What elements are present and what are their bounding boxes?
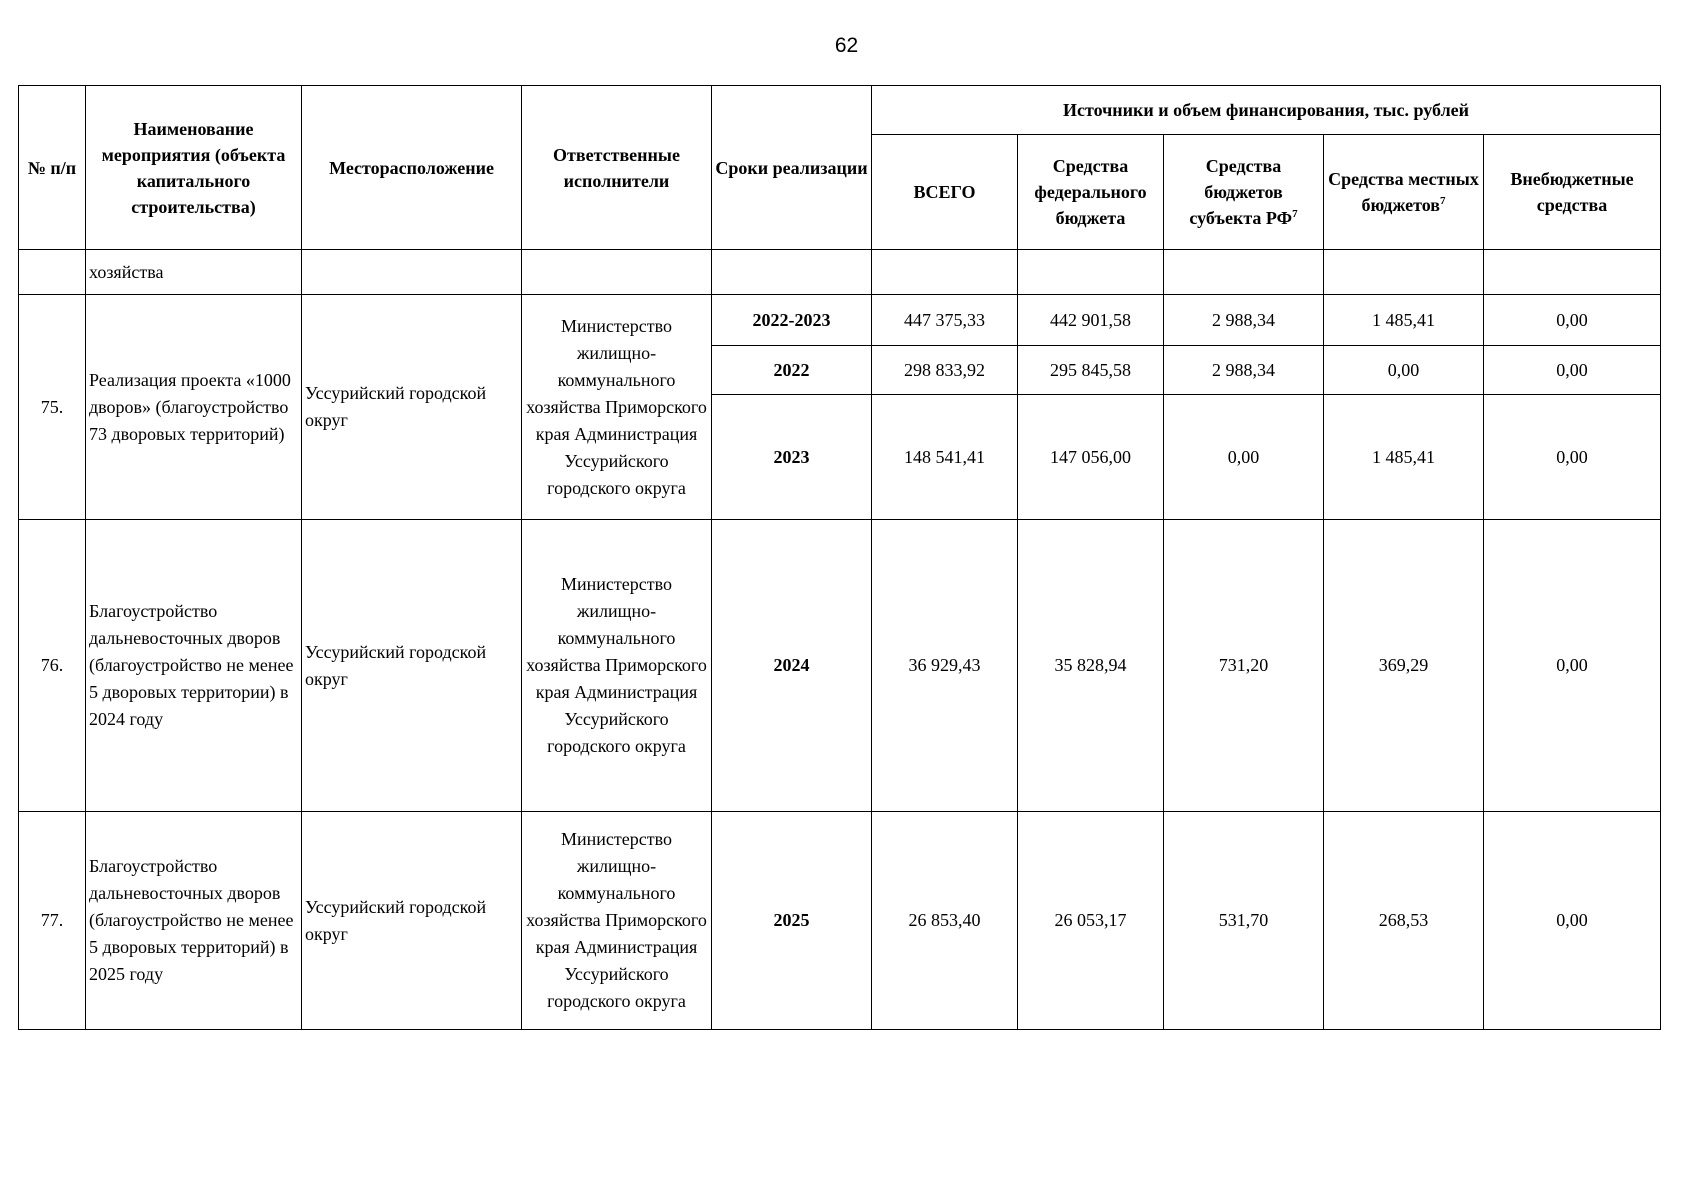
- header-executors: Ответственные исполнители: [522, 86, 712, 250]
- cell-extra: 0,00: [1484, 295, 1661, 346]
- cell-empty: [522, 250, 712, 295]
- header-num: № п/п: [19, 86, 86, 250]
- cell-total: 26 853,40: [872, 812, 1018, 1030]
- cell-total: 148 541,41: [872, 395, 1018, 520]
- header-financing: Источники и объем финансирования, тыс. рублей: [872, 86, 1661, 135]
- cell-regional: 731,20: [1164, 520, 1324, 812]
- cell-empty: [1164, 250, 1324, 295]
- cell-extra: 0,00: [1484, 520, 1661, 812]
- cell-total: 447 375,33: [872, 295, 1018, 346]
- cell-local: 1 485,41: [1324, 395, 1484, 520]
- header-local-label: Средства местных бюджетов: [1328, 169, 1479, 215]
- page-number: 62: [834, 34, 859, 57]
- cell-year: 2025: [712, 812, 872, 1030]
- cell-year: 2022-2023: [712, 295, 872, 346]
- cell-empty: [872, 250, 1018, 295]
- header-local: [1324, 135, 1484, 250]
- cell-total: 298 833,92: [872, 346, 1018, 395]
- cell-empty: [712, 250, 872, 295]
- cell-num: 75.: [19, 295, 86, 520]
- cell-regional: 531,70: [1164, 812, 1324, 1030]
- financing-table: [18, 85, 1661, 1030]
- cell-regional: 0,00: [1164, 395, 1324, 520]
- header-federal: Средства федерального бюджета: [1018, 135, 1164, 250]
- cell-empty: [302, 250, 522, 295]
- cell-regional: 2 988,34: [1164, 346, 1324, 395]
- table-row: [19, 812, 1661, 1030]
- cell-local: 1 485,41: [1324, 295, 1484, 346]
- cell-name: Благоустройство дальневосточных дворов (благоустройство не менее 5 дворовых территорий) в 2025 году: [86, 812, 302, 1030]
- cell-location: Уссурийский городской округ: [302, 520, 522, 812]
- cell-name: Реализация проекта «1000 дворов» (благоустройство 73 дворовых территорий): [86, 295, 302, 520]
- cell-local: 369,29: [1324, 520, 1484, 812]
- cell-empty: [19, 250, 86, 295]
- header-extra: Внебюджетные средства: [1484, 135, 1661, 250]
- cell-num: 76.: [19, 520, 86, 812]
- cell-extra: 0,00: [1484, 395, 1661, 520]
- header-regional-footnote: 7: [1292, 208, 1298, 220]
- header-total: ВСЕГО: [872, 135, 1018, 250]
- cell-total: 36 929,43: [872, 520, 1018, 812]
- table-row-continuation: [19, 250, 1661, 295]
- cell-federal: 147 056,00: [1018, 395, 1164, 520]
- header-regional: [1164, 135, 1324, 250]
- cell-local: 268,53: [1324, 812, 1484, 1030]
- cell-location: Уссурийский городской округ: [302, 812, 522, 1030]
- cell-executors: Министерство жилищно-коммунального хозяйства Приморского края Администрация Уссурийского городского округа: [522, 520, 712, 812]
- table-row: [19, 520, 1661, 812]
- table-row: [19, 295, 1661, 346]
- cell-local: 0,00: [1324, 346, 1484, 395]
- cell-year: 2022: [712, 346, 872, 395]
- cell-regional: 2 988,34: [1164, 295, 1324, 346]
- cell-federal: 26 053,17: [1018, 812, 1164, 1030]
- cell-executors: Министерство жилищно-коммунального хозяйства Приморского края Администрация Уссурийского городского округа: [522, 295, 712, 520]
- cell-federal: 442 901,58: [1018, 295, 1164, 346]
- cell-executors: Министерство жилищно-коммунального хозяйства Приморского края Администрация Уссурийского городского округа: [522, 812, 712, 1030]
- cell-empty: [1484, 250, 1661, 295]
- cell-extra: 0,00: [1484, 812, 1661, 1030]
- cell-federal: 35 828,94: [1018, 520, 1164, 812]
- header-regional-label: Средства бюджетов субъекта РФ: [1189, 156, 1293, 228]
- cell-year: 2024: [712, 520, 872, 812]
- cell-year: 2023: [712, 395, 872, 520]
- header-local-footnote: 7: [1440, 195, 1446, 207]
- header-name: Наименование мероприятия (объекта капитального строительства): [86, 86, 302, 250]
- cell-extra: 0,00: [1484, 346, 1661, 395]
- header-location: Месторасположение: [302, 86, 522, 250]
- cell-empty: [1324, 250, 1484, 295]
- cell-num: 77.: [19, 812, 86, 1030]
- cell-empty: [1018, 250, 1164, 295]
- header-row: [19, 86, 1661, 135]
- cell-name: Благоустройство дальневосточных дворов (благоустройство не менее 5 дворовых территории) в 2024 году: [86, 520, 302, 812]
- header-period: Сроки реализации: [712, 86, 872, 250]
- cell-location: Уссурийский городской округ: [302, 295, 522, 520]
- cell-federal: 295 845,58: [1018, 346, 1164, 395]
- cell-name-continuation: хозяйства: [86, 250, 302, 295]
